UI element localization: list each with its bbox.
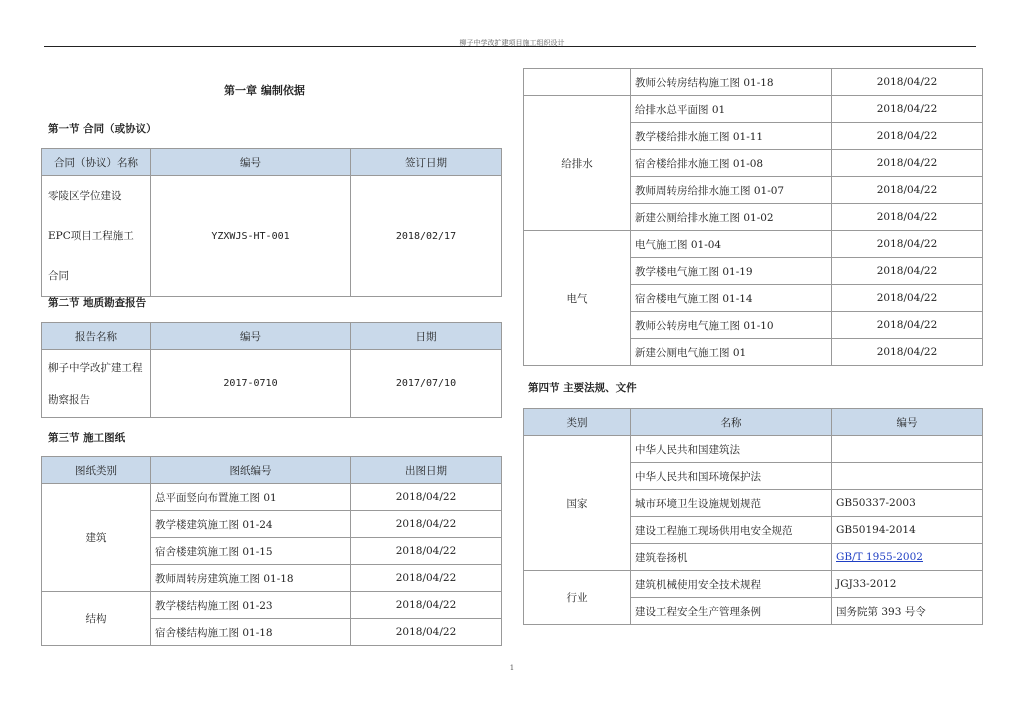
drawing-date-cell: 2018/04/22 [351, 538, 502, 565]
regulation-code-cell [832, 436, 983, 463]
drawing-date-cell: 2018/04/22 [832, 177, 983, 204]
drawing-date-cell: 2018/04/22 [832, 285, 983, 312]
drawings-header-number: 图纸编号 [151, 457, 351, 484]
regulation-code-cell [832, 463, 983, 490]
drawing-name-cell: 总平面竖向布置施工图 01 [151, 484, 351, 511]
drawing-name-cell: 教学楼给排水施工图 01-11 [631, 123, 832, 150]
regulation-code-cell: GB50337-2003 [832, 490, 983, 517]
drawing-name-cell: 教师周转房建筑施工图 01-18 [151, 565, 351, 592]
chapter-title: 第一章 编制依据 [224, 84, 305, 97]
contract-header-date: 签订日期 [351, 149, 502, 176]
regulation-name-cell: 建筑卷扬机 [631, 544, 832, 571]
drawing-name-cell: 宿舍楼结构施工图 01-18 [151, 619, 351, 646]
contract-header-number: 编号 [151, 149, 351, 176]
drawing-name-cell: 教学楼建筑施工图 01-24 [151, 511, 351, 538]
regulations-header-code: 编号 [832, 409, 983, 436]
drawing-date-cell: 2018/04/22 [351, 592, 502, 619]
drawing-date-cell: 2018/04/22 [832, 258, 983, 285]
drawing-name-cell: 教学楼电气施工图 01-19 [631, 258, 832, 285]
contract-name-cell: 零陵区学位建设EPC项目工程施工合同 [42, 176, 151, 297]
drawing-date-cell: 2018/04/22 [351, 511, 502, 538]
geology-table [41, 322, 502, 418]
drawing-date-cell: 2018/04/22 [351, 619, 502, 646]
drawing-name-cell: 宿舍楼给排水施工图 01-08 [631, 150, 832, 177]
drawing-name-cell: 教师公转房结构施工图 01-18 [631, 69, 832, 96]
contract-header-name: 合同（协议）名称 [42, 149, 151, 176]
drawing-name-cell: 教师周转房给排水施工图 01-07 [631, 177, 832, 204]
geology-header-date: 日期 [351, 323, 502, 350]
section-title-regulations: 第四节 主要法规、文件 [528, 382, 637, 394]
contract-date-cell: 2018/02/17 [351, 176, 502, 297]
geology-header-number: 编号 [151, 323, 351, 350]
drawing-date-cell: 2018/04/22 [832, 339, 983, 366]
drawing-category-cell: 给排水 [524, 96, 631, 231]
drawing-date-cell: 2018/04/22 [832, 96, 983, 123]
drawing-date-cell: 2018/04/22 [832, 123, 983, 150]
drawing-name-cell: 宿舍楼建筑施工图 01-15 [151, 538, 351, 565]
drawings-table-left [41, 456, 502, 646]
drawings-table-right [523, 68, 983, 366]
drawing-category-cell: 结构 [42, 592, 151, 646]
drawing-date-cell: 2018/04/22 [351, 484, 502, 511]
contract-table [41, 148, 502, 297]
drawing-date-cell: 2018/04/22 [832, 204, 983, 231]
regulation-name-cell: 建设工程安全生产管理条例 [631, 598, 832, 625]
drawing-category-cell: 电气 [524, 231, 631, 366]
page-header-title: 柳子中学改扩建项目施工组织设计 [459, 39, 565, 47]
regulations-table [523, 408, 983, 625]
drawing-date-cell: 2018/04/22 [832, 312, 983, 339]
drawings-header-category: 图纸类别 [42, 457, 151, 484]
regulation-code-cell: GB50194-2014 [832, 517, 983, 544]
drawing-name-cell: 新建公厕电气施工图 01 [631, 339, 832, 366]
regulation-code-cell: JGJ33-2012 [832, 571, 983, 598]
regulation-category-cell: 国家 [524, 436, 631, 571]
section-title-geology: 第二节 地质勘查报告 [48, 297, 147, 309]
drawings-header-date: 出图日期 [351, 457, 502, 484]
drawing-date-cell: 2018/04/22 [832, 69, 983, 96]
regulation-name-cell: 建筑机械使用安全技术规程 [631, 571, 832, 598]
regulations-header-category: 类别 [524, 409, 631, 436]
geology-header-name: 报告名称 [42, 323, 151, 350]
drawing-name-cell: 电气施工图 01-04 [631, 231, 832, 258]
regulation-category-cell: 行业 [524, 571, 631, 625]
drawing-date-cell: 2018/04/22 [832, 231, 983, 258]
section-title-contract: 第一节 合同（或协议） [48, 123, 157, 135]
regulations-header-name: 名称 [631, 409, 832, 436]
header-divider [44, 46, 976, 47]
contract-number-cell: YZXWJS-HT-001 [151, 176, 351, 297]
regulation-name-cell: 建设工程施工现场供用电安全规范 [631, 517, 832, 544]
empty-category-cell [524, 69, 631, 96]
drawing-category-cell: 建筑 [42, 484, 151, 592]
section-title-drawings: 第三节 施工图纸 [48, 432, 126, 444]
drawing-date-cell: 2018/04/22 [832, 150, 983, 177]
drawing-name-cell: 教学楼结构施工图 01-23 [151, 592, 351, 619]
drawing-name-cell: 教师公转房电气施工图 01-10 [631, 312, 832, 339]
drawing-name-cell: 新建公厕给排水施工图 01-02 [631, 204, 832, 231]
drawing-date-cell: 2018/04/22 [351, 565, 502, 592]
regulation-name-cell: 城市环境卫生设施规划规范 [631, 490, 832, 517]
geology-name-cell: 柳子中学改扩建工程勘察报告 [42, 350, 151, 418]
geology-number-cell: 2017-0710 [151, 350, 351, 418]
regulation-code-link[interactable]: GB/T 1955-2002 [836, 551, 923, 563]
page-number: 1 [509, 664, 515, 672]
regulation-code-cell: 国务院第 393 号令 [832, 598, 983, 625]
drawing-name-cell: 给排水总平面图 01 [631, 96, 832, 123]
drawing-name-cell: 宿舍楼电气施工图 01-14 [631, 285, 832, 312]
geology-date-cell: 2017/07/10 [351, 350, 502, 418]
regulation-name-cell: 中华人民共和国建筑法 [631, 436, 832, 463]
regulation-name-cell: 中华人民共和国环境保护法 [631, 463, 832, 490]
